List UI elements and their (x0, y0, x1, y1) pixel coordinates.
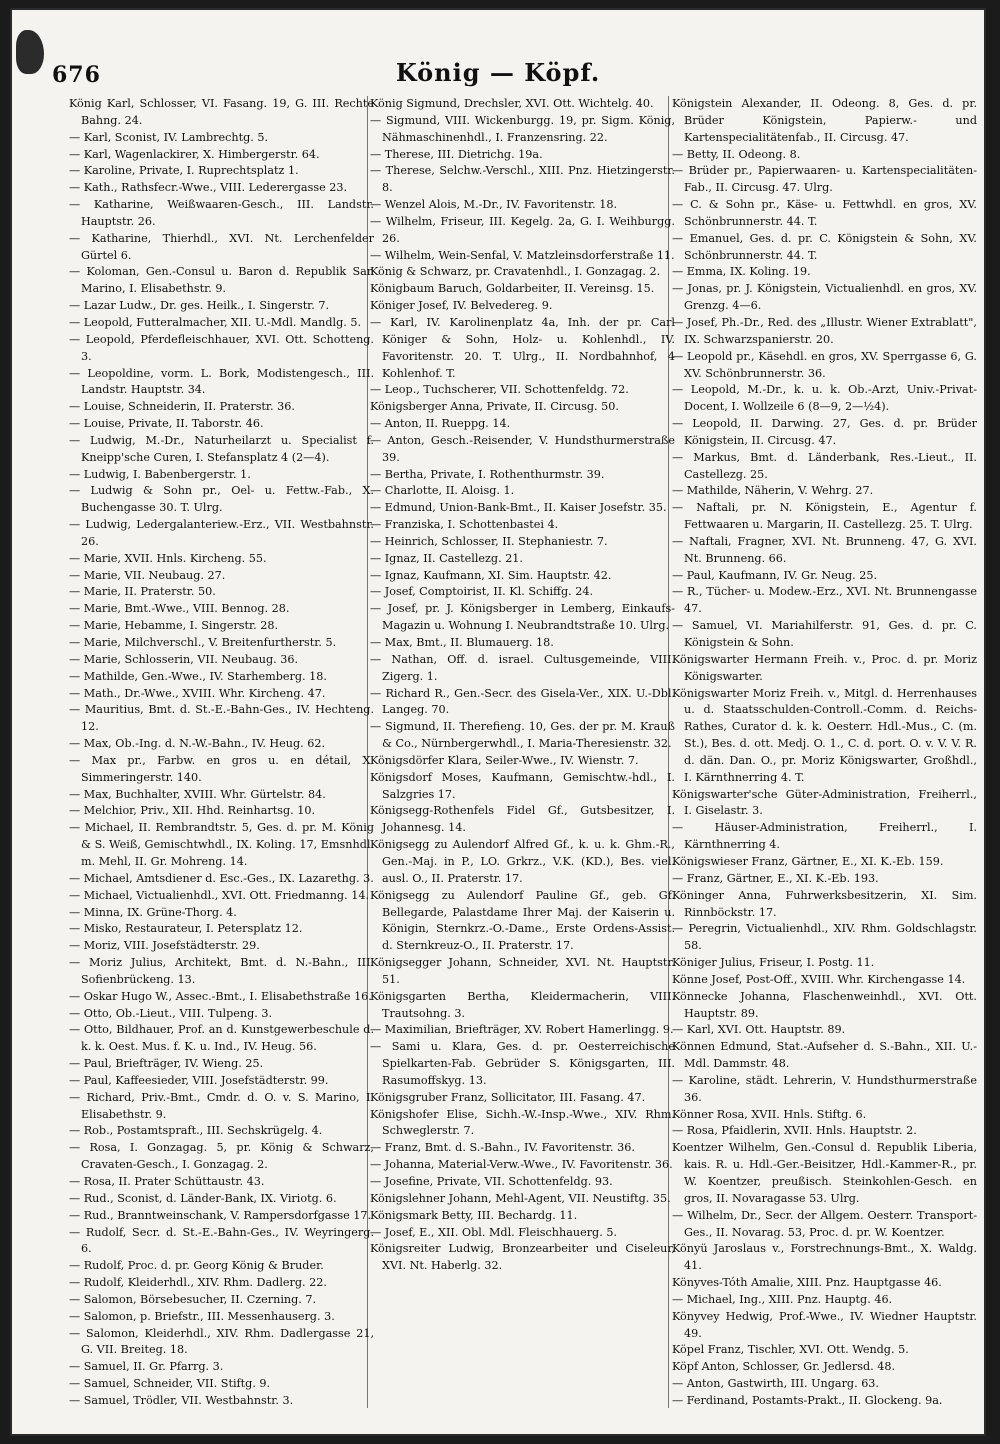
directory-entry: — Naftali, Fragner, XVI. Nt. Brunneng. 47, G. XVI. Nt. Brunneng. 66. (672, 534, 977, 565)
directory-entry: — Salomon, p. Briefstr., III. Messenhauserg. 3. (69, 1309, 335, 1323)
directory-entry: — Otto, Bildhauer, Prof. an d. Kunstgewerbeschule d. k. k. Oest. Mus. f. K. u. Ind., IV. Heug. 56. (69, 1023, 374, 1054)
directory-entry: — Moriz, VIII. Josefstädterstr. 29. (69, 939, 260, 953)
directory-entry: — Leopold, Futteralmacher, XII. U.-Mdl. Mandlg. 5. (69, 315, 362, 329)
directory-entry: — Leopold, Pferdefleischhauer, XVI. Ott. Schotteng. 3. (69, 332, 374, 363)
directory-entry: Königsegg-Rothenfels Fidel Gf., Gutsbesitzer, I. Johannesg. 14. (370, 804, 675, 835)
directory-entry: Königswarter Moriz Freih. v., Mitgl. d. Herrenhauses u. d. Staatsschulden-Controll.-Comm. d. Reichs-Rathes, Curator d. k. k. Oesterr. Hdl.-Mus., C. (m. St.), Bes. d. ott. Medj. O. 1., C. d. port. O. v. V. V. R. d. dän. Dan. O., pr. Moriz Königswarter, Großhdl., I. Kärnthnerring 4. T. (672, 686, 977, 784)
directory-entry: — Paul, Kaufmann, IV. Gr. Neug. 25. (672, 568, 878, 582)
directory-entry: König & Schwarz, pr. Cravatenhdl., I. Gonzagag. 2. (370, 265, 661, 279)
directory-entry: — Anton, Gastwirth, III. Ungarg. 63. (672, 1377, 879, 1391)
directory-entry: — Sigmund, VIII. Wickenburgg. 19, pr. Sigm. König, Nähmaschinenhdl., I. Franzensring. 22. (370, 113, 675, 144)
directory-entry: — Marie, XVII. Hnls. Kircheng. 55. (69, 551, 267, 565)
directory-entry: — Moriz Julius, Architekt, Bmt. d. N.-Bahn., III. Sofienbrückeng. 13. (69, 956, 374, 986)
directory-entry: — Mauritius, Bmt. d. St.-E.-Bahn-Ges., IV. Hechteng. 12. (69, 703, 374, 734)
directory-entry: Königsdörfer Klara, Seiler-Wwe., IV. Wienstr. 7. (370, 753, 639, 767)
directory-entry: — Josef, Ph.-Dr., Red. des „Illustr. Wiener Extrablatt", IX. Schwarzspanierstr. 20. (672, 315, 977, 346)
directory-entry: — Rudolf, Kleiderhdl., XIV. Rhm. Dadlerg. 22. (69, 1276, 327, 1290)
directory-entry: — Emma, IX. Koling. 19. (672, 265, 811, 279)
directory-entry: — Rob., Postamtspraft., III. Sechskrügelg. 4. (69, 1124, 323, 1138)
directory-entry: — Jonas, pr. J. Königstein, Victualienhdl. en gros, XV. Grenzg. 4—6. (672, 282, 977, 313)
directory-entry: Königslehner Johann, Mehl-Agent, VII. Neustiftg. 35. (370, 1191, 671, 1205)
directory-entry: — Marie, Schlosserin, VII. Neubaug. 36. (69, 652, 299, 666)
directory-entry: — Kath., Rathsfecr.-Wwe., VIII. Lederergasse 23. (69, 181, 348, 195)
directory-entry: — Ignaz, Kaufmann, XI. Sim. Hauptstr. 42. (370, 568, 612, 582)
directory-entry: — Leopoldine, vorm. L. Bork, Modistengesch., III. Landstr. Hauptstr. 34. (69, 366, 374, 397)
page-header (12, 50, 984, 100)
directory-entry: — Karoline, Private, I. Ruprechtsplatz 1. (69, 164, 299, 178)
directory-entry: — Maximilian, Briefträger, XV. Robert Hamerlingg. 9. (370, 1023, 674, 1037)
directory-entry: — Leopold, II. Darwing. 27, Ges. d. pr. Brüder Königstein, II. Circusg. 47. (672, 417, 977, 447)
directory-entry: — Michael, Amtsdiener d. Esc.-Ges., IX. Lazarethg. 3. (69, 871, 374, 885)
directory-entry: — Marie, Hebamme, I. Singerstr. 28. (69, 619, 279, 633)
directory-entry: — Paul, Kaffeesieder, VIII. Josefstädterstr. 99. (69, 1073, 329, 1087)
directory-entry: — Ludwig, I. Babenbergerstr. 1. (69, 467, 251, 481)
directory-entry: — Heinrich, Schlosser, II. Stephaniestr. 7. (370, 534, 608, 548)
directory-entry: — Rosa, Pfaidlerin, XVII. Hnls. Hauptstr. 2. (672, 1124, 917, 1138)
directory-entry: — Anton, II. Rueppg. 14. (370, 417, 511, 431)
directory-entry: — Salomon, Börsebesucher, II. Czerning. 7. (69, 1292, 317, 1306)
directory-entry: — Math., Dr.-Wwe., XVIII. Whr. Kircheng. 47. (69, 686, 326, 700)
directory-entry: Köpel Franz, Tischler, XVI. Ott. Wendg. 5. (672, 1343, 909, 1357)
directory-entry: — Therese, Selchw.-Verschl., XIII. Pnz. Hietzingerstr. 8. (370, 164, 675, 195)
directory-entry: — Johanna, Material-Verw.-Wwe., IV. Favoritenstr. 36. (370, 1158, 673, 1172)
directory-entry: — Franz, Bmt. d. S.-Bahn., IV. Favoritenstr. 36. (370, 1141, 635, 1155)
directory-entry: — Louise, Private, II. Taborstr. 46. (69, 417, 264, 431)
directory-entry: — Sami u. Klara, Ges. d. pr. Oesterreichische Spielkarten-Fab. Gebrüder S. Königsgarten, III. Rasumoffskyg. 13. (370, 1040, 675, 1087)
directory-entry: Köpf Anton, Schlosser, Gr. Jedlersd. 48. (672, 1360, 896, 1374)
directory-entry: Königsgruber Franz, Sollicitator, III. Fasang. 47. (370, 1090, 646, 1104)
directory-entry: — Lazar Ludw., Dr. ges. Heilk., I. Singerstr. 7. (69, 299, 330, 313)
directory-entry: Königsgarten Bertha, Kleidermacherin, VIII. Trautsohng. 3. (370, 989, 675, 1020)
directory-entry: — Misko, Restaurateur, I. Petersplatz 12. (69, 922, 303, 936)
directory-entry: — Brüder pr., Papierwaaren- u. Kartenspecialitäten-Fab., II. Circusg. 47. Ulrg. (672, 164, 977, 195)
directory-entry: — Michael, II. Rembrandtstr. 5, Ges. d. pr. M. König & S. Weiß, Gemischtwhdl., IX. Koling. 17, Emsnhdl. m. Mehl, II. Gr. Mohreng. 14. (69, 821, 374, 868)
directory-entry: — Wilhelm, Wein-Senfal, V. Matzleinsdorferstraße 11. (370, 248, 675, 262)
directory-entry: — Bertha, Private, I. Rothenthurmstr. 39. (370, 467, 605, 481)
directory-entry: — Rudolf, Proc. d. pr. Georg König & Bruder. (69, 1259, 324, 1273)
directory-entry: — Karl, Wagenlackirer, X. Himbergerstr. 64. (69, 147, 320, 161)
directory-entry: — Karl, Sconist, IV. Lambrechtg. 5. (69, 130, 269, 144)
directory-entry: — Ludwig, M.-Dr., Naturheilarzt u. Specialist f. Kneipp'sche Curen, I. Stefansplatz 4 (2—4). (69, 433, 374, 464)
directory-entry: — Rud., Sconist, d. Länder-Bank, IX. Viriotg. 6. (69, 1191, 337, 1205)
directory-entry: — Katharine, Thierhdl., XVI. Nt. Lerchenfelder Gürtel 6. (69, 231, 374, 262)
directory-entry: Könne Josef, Post-Off., XVIII. Whr. Kirchengasse 14. (672, 972, 966, 986)
running-head: König — Köpf. (395, 58, 601, 87)
directory-entry: — Sigmund, II. Therefieng. 10, Ges. der pr. M. Krauß & Co., Nürnbergerwhdl., I. Maria-Theresienstr. 32. (370, 720, 675, 751)
directory-entry: — Therese, III. Dietrichg. 19a. (370, 147, 543, 161)
directory-entry: — Mathilde, Gen.-Wwe., IV. Starhemberg. 18. (69, 669, 327, 683)
directory-entry: — Anton, Gesch.-Reisender, V. Hundsthurmerstraße 39. (370, 433, 675, 464)
directory-entry: — Louise, Schneiderin, II. Praterstr. 36. (69, 400, 295, 414)
directory-entry: — Minna, IX. Grüne-Thorg. 4. (69, 905, 237, 919)
directory-entry: — Max, Buchhalter, XVIII. Whr. Gürtelstr. 84. (69, 787, 326, 801)
directory-entry: Könyves-Tóth Amalie, XIII. Pnz. Hauptgasse 46. (672, 1276, 942, 1290)
directory-entry: — Katharine, Weißwaaren-Gesch., III. Landstr. Hauptstr. 26. (69, 198, 374, 228)
directory-entry: Könner Rosa, XVII. Hnls. Stiftg. 6. (672, 1107, 867, 1121)
directory-entry: — Wilhelm, Friseur, III. Kegelg. 2a, G. I. Weihburgg. 26. (370, 214, 675, 245)
page-number: 676 (52, 62, 101, 88)
directory-entry: — Oskar Hugo W., Assec.-Bmt., I. Elisabethstraße 16. (69, 989, 372, 1003)
directory-entry: — Richard, Priv.-Bmt., Cmdr. d. O. v. S. Marino, I. Elisabethstr. 9. (69, 1090, 374, 1121)
directory-entry: — Nathan, Off. d. israel. Cultusgemeinde, VIII. Zigerg. 1. (370, 652, 675, 683)
directory-entry: Königswarter Hermann Freih. v., Proc. d. pr. Moriz Königswarter. (672, 652, 977, 683)
directory-entry: — Koloman, Gen.-Consul u. Baron d. Republik San Marino, I. Elisabethstr. 9. (69, 265, 374, 296)
directory-entry: — Häuser-Administration, Freiherrl., I. Kärnthnerring 4. (672, 821, 977, 852)
directory-entry: — Markus, Bmt. d. Länderbank, Res.-Lieut., II. Castellezg. 25. (672, 450, 977, 481)
directory-entry: — Samuel, Schneider, VII. Stiftg. 9. (69, 1377, 271, 1391)
directory-entry: Königer Josef, IV. Belvedereg. 9. (370, 299, 553, 313)
directory-entry: — Max, Bmt., II. Blumauerg. 18. (370, 636, 554, 649)
directory-column-3 (672, 96, 977, 1416)
directory-entry: — Richard R., Gen.-Secr. des Gisela-Ver., XIX. U.-Dbl. Langeg. 70. (370, 686, 675, 717)
directory-entry: — Max, Ob.-Ing. d. N.-W.-Bahn., IV. Heug. 62. (69, 737, 326, 751)
directory-entry: König Sigmund, Drechsler, XVI. Ott. Wichtelg. 40. (370, 97, 654, 110)
directory-entry: — Josef, Comptoirist, II. Kl. Schiffg. 24. (370, 585, 594, 599)
directory-entry: — Karl, XVI. Ott. Hauptstr. 89. (672, 1023, 846, 1037)
directory-entry: — Paul, Briefträger, IV. Wieng. 25. (69, 1057, 264, 1071)
directory-entry: Königsegg zu Aulendorf Pauline Gf., geb. Gf. Bellegarde, Palastdame Ihrer Maj. der Kaiserin u. Königin, Sternkrz.-O.-Dame., Erste Ordens-Assist. d. Sternkreuz-O., II. Praterstr. 17. (370, 888, 675, 953)
directory-entry: — Melchior, Priv., XII. Hhd. Reinhartsg. 10. (69, 804, 316, 818)
directory-entry: — Marie, VII. Neubaug. 27. (69, 568, 226, 582)
directory-entry: — Leopold, M.-Dr., k. u. k. Ob.-Arzt, Univ.-Privat-Docent, I. Wollzeile 6 (8—9, 2—½4). (672, 383, 977, 414)
directory-entry: — Charlotte, II. Aloisg. 1. (370, 484, 515, 498)
directory-entry: — Josef, E., XII. Obl. Mdl. Fleischhauerg. 5. (370, 1225, 618, 1239)
directory-entry: — Josef, pr. J. Königsberger in Lemberg, Einkaufs-Magazin u. Wohnung I. Neubrandtstraße 10. Ulrg. (370, 602, 675, 633)
directory-entry: Königsdorf Moses, Kaufmann, Gemischtw.-hdl., I. Salzgries 17. (370, 770, 675, 801)
directory-entry: — Michael, Victualienhdl., XVI. Ott. Friedmanng. 14. (69, 888, 369, 902)
directory-entry: — Marie, Bmt.-Wwe., VIII. Bennog. 28. (69, 602, 290, 616)
directory-entry: Königsegger Johann, Schneider, XVI. Nt. Hauptstr. 51. (370, 956, 675, 986)
directory-entry: — Ferdinand, Postamts-Prakt., II. Glockeng. 9a. (672, 1393, 943, 1407)
directory-entry: — Rosa, II. Prater Schüttaustr. 43. (69, 1175, 265, 1188)
directory-entry: — Franziska, I. Schottenbastei 4. (370, 518, 559, 532)
directory-entry: Könnecke Johanna, Flaschenweinhdl., XVI. Ott. Hauptstr. 89. (672, 989, 977, 1020)
directory-entry: — Mathilde, Näherin, V. Wehrg. 27. (672, 484, 874, 498)
directory-entry: — Max pr., Farbw. en gros u. en détail, X. Simmeringerstr. 140. (69, 753, 374, 784)
directory-entry: — Emanuel, Ges. d. pr. C. Königstein & Sohn, XV. Schönbrunnerstr. 44. T. (672, 231, 977, 262)
directory-entry: — Edmund, Union-Bank-Bmt., II. Kaiser Josefstr. 35. (370, 501, 667, 515)
directory-entry: Können Edmund, Stat.-Aufseher d. S.-Bahn., XII. U.-Mdl. Dammstr. 48. (672, 1040, 977, 1071)
directory-column-2 (370, 96, 675, 1416)
directory-entry: — Otto, Ob.-Lieut., VIII. Tulpeng. 3. (69, 1006, 273, 1020)
directory-entry: Königshofer Elise, Sichh.-W.-Insp.-Wwe., XIV. Rhm. Schweglerstr. 7. (370, 1107, 675, 1138)
directory-entry: König Karl, Schlosser, VI. Fasang. 19, G. III. Rechte Bahng. 24. (69, 97, 374, 127)
directory-entry: — Wilhelm, Dr., Secr. der Allgem. Oesterr. Transport-Ges., II. Novarag. 53, Proc. d. pr. W. Koentzer. (672, 1208, 977, 1239)
directory-entry: — Samuel, VI. Mariahilferstr. 91, Ges. d. pr. C. Königstein & Sohn. (672, 619, 977, 649)
directory-entry: — Josefine, Private, VII. Schottenfeldg. 93. (370, 1175, 613, 1188)
directory-entry: — Rosa, I. Gonzagag. 5, pr. König & Schwarz, Cravaten-Gesch., I. Gonzagag. 2. (69, 1141, 374, 1172)
directory-entry: — Salomon, Kleiderhdl., XIV. Rhm. Dadlergasse 21, G. VII. Breiteg. 18. (69, 1326, 374, 1357)
directory-entry: Könyvey Hedwig, Prof.-Wwe., IV. Wiedner Hauptstr. 49. (672, 1309, 977, 1340)
directory-entry: Koentzer Wilhelm, Gen.-Consul d. Republik Liberia, kais. R. u. Hdl.-Ger.-Beisitzer, Hdl.-Kammer-R., pr. W. Koentzer, preußisch. Steinkohlen-Gesch. en gros, II. Novaragasse 53. Ulrg. (672, 1141, 977, 1205)
directory-entry: — Samuel, Trödler, VII. Westbahnstr. 3. (69, 1393, 294, 1407)
directory-entry: — Ludwig, Ledergalanteriew.-Erz., VII. Westbahnstr. 26. (69, 518, 374, 548)
directory-entry: Königstein Alexander, II. Odeong. 8, Ges. d. pr. Brüder Königstein, Papierw.- und Kartenspecialitätenfab., II. Circusg. 47. (672, 97, 977, 144)
directory-entry: — Michael, Ing., XIII. Pnz. Hauptg. 46. (672, 1292, 893, 1306)
directory-entry: Königsegg zu Aulendorf Alfred Gf., k. u. k. Ghm.-R., Gen.-Maj. in P., LO. Grkrz., V.K. (KD.), Bes. viel. ausl. O., II. Praterstr. 17. (370, 838, 675, 885)
directory-entry: — Marie, II. Praterstr. 50. (69, 585, 216, 599)
directory-entry: — R., Tücher- u. Modew.-Erz., XVI. Nt. Brunnengasse 47. (672, 585, 977, 616)
directory-entry: Königsmark Betty, III. Bechardg. 11. (370, 1208, 578, 1222)
directory-entry: Königswarter'sche Güter-Administration, Freiherrl., I. Giselastr. 3. (672, 787, 977, 818)
directory-entry: — Peregrin, Victualienhdl., XIV. Rhm. Goldschlagstr. 58. (672, 922, 977, 953)
directory-entry: — C. & Sohn pr., Käse- u. Fettwhdl. en gros, XV. Schönbrunnerstr. 44. T. (672, 198, 977, 228)
directory-entry: Königswieser Franz, Gärtner, E., XI. K.-Eb. 159. (672, 854, 944, 868)
directory-entry: — Karl, IV. Karolinenplatz 4a, Inh. der pr. Carl Königer & Sohn, Holz- u. Kohlenhdl., IV. Favoritenstr. 20. T. Ulrg., II. Nordbahnhof, 4 Kohlenhof. T. (370, 315, 675, 380)
directory-entry: — Naftali, pr. N. Königstein, E., Agentur f. Fettwaaren u. Margarin, II. Castellezg. 25. T. Ulrg. (672, 501, 977, 532)
directory-entry: — Ignaz, II. Castellezg. 21. (370, 551, 523, 565)
directory-entry: — Leopold pr., Käsehdl. en gros, XV. Sperrgasse 6, G. XV. Schönbrunnerstr. 36. (672, 349, 977, 380)
directory-entry: — Ludwig & Sohn pr., Oel- u. Fettw.-Fab., X. Buchengasse 30. T. Ulrg. (69, 484, 374, 515)
directory-column-1 (69, 96, 374, 1416)
directory-entry: — Samuel, II. Gr. Pfarrg. 3. (69, 1360, 224, 1374)
directory-entry: — Marie, Milchverschl., V. Breitenfurtherstr. 5. (69, 636, 337, 649)
directory-entry: — Betty, II. Odeong. 8. (672, 147, 801, 161)
directory-entry: Königbaum Baruch, Goldarbeiter, II. Vereinsg. 15. (370, 282, 655, 296)
directory-entry: — Leop., Tuchscherer, VII. Schottenfeldg. 72. (370, 383, 629, 397)
directory-entry: — Wenzel Alois, M.-Dr., IV. Favoritenstr. 18. (370, 198, 618, 212)
directory-entry: Königsberger Anna, Private, II. Circusg. 50. (370, 400, 619, 414)
directory-entry: — Franz, Gärtner, E., XI. K.-Eb. 193. (672, 871, 879, 885)
directory-entry: Köninger Anna, Fuhrwerksbesitzerin, XI. Sim. Rinnböckstr. 17. (672, 888, 977, 919)
directory-entry: Königsreiter Ludwig, Bronzearbeiter und Ciseleur, XVI. Nt. Haberlg. 32. (370, 1242, 675, 1273)
directory-page (12, 10, 984, 1434)
directory-entry: Königer Julius, Friseur, I. Postg. 11. (672, 956, 875, 970)
directory-entry: Könyü Jaroslaus v., Forstrechnungs-Bmt., X. Waldg. 41. (672, 1242, 977, 1273)
directory-entry: — Rud., Branntweinschank, V. Rampersdorfgasse 17. (69, 1208, 372, 1222)
directory-entry: — Karoline, städt. Lehrerin, V. Hundsthurmerstraße 36. (672, 1073, 977, 1104)
directory-entry: — Rudolf, Secr. d. St.-E.-Bahn-Ges., IV. Weyringerg. 6. (69, 1225, 374, 1256)
